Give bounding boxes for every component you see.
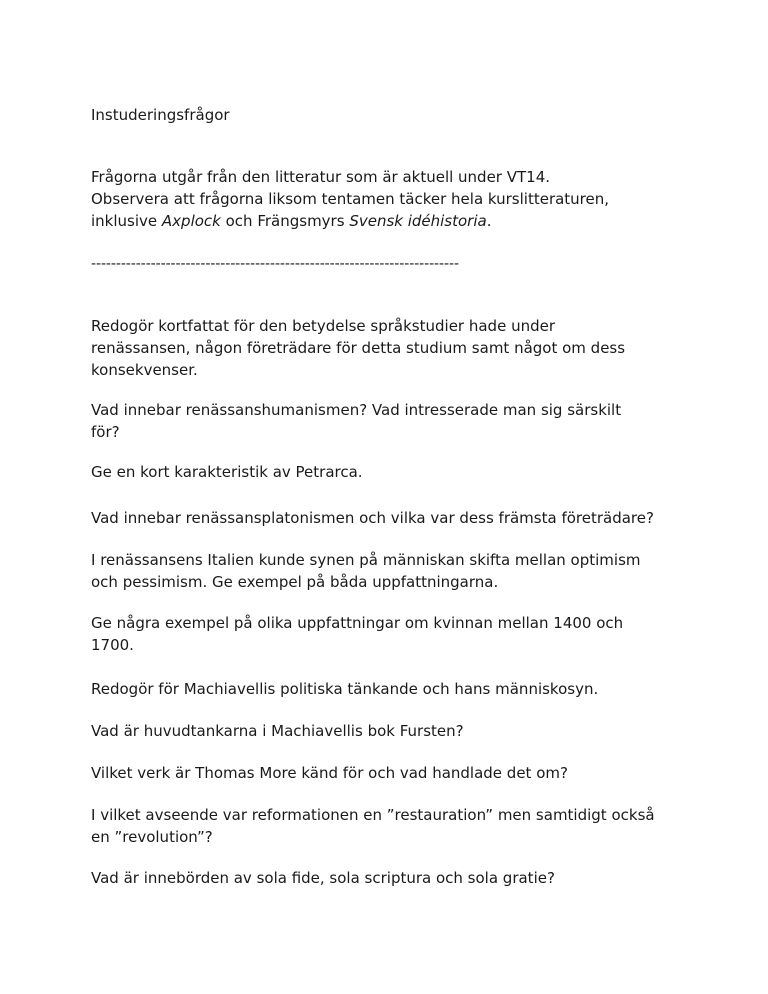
question-item [91,315,691,381]
question-line: I renässansens Italien kunde synen på människan skifta mellan optimism [91,551,641,569]
question-line: Vad innebar renässanshumanismen? Vad intresserade man sig särskilt [91,401,622,419]
document-title: Instuderingsfrågor [91,106,230,124]
separator-line: -------------------------------------------------------------------------- [91,256,459,272]
question-line: Vad innebar renässansplatonismen och vilka var dess främsta företrädare? [91,509,654,527]
question-item [91,720,691,742]
question-line: för? [91,423,120,441]
question-line: renässansen, någon företrädare för detta studium samt något om dess [91,339,626,357]
question-line: Ge några exempel på olika uppfattningar om kvinnan mellan 1400 och [91,614,624,632]
question-item [91,461,691,483]
question-line: Vilket verk är Thomas More känd för och vad handlade det om? [91,764,568,782]
intro-mid: och Frängsmyrs [220,212,350,230]
question-item [91,507,691,529]
question-item [91,678,691,700]
question-line: och pessimism. Ge exempel på båda uppfattningarna. [91,573,499,591]
question-line: Redogör för Machiavellis politiska tänkande och hans människosyn. [91,680,599,698]
intro-line-3 [91,210,492,232]
question-item [91,612,691,656]
question-line: Ge en kort karakteristik av Petrarca. [91,463,363,481]
book-title-svensk-idehistoria: Svensk idéhistoria [349,212,487,230]
intro-suffix: . [486,212,492,230]
intro-prefix: inklusive [91,212,162,230]
question-line: en ”revolution”? [91,828,213,846]
question-line: Vad är huvudtankarna i Machiavellis bok Fursten? [91,722,464,740]
question-item [91,762,691,784]
question-line: Redogör kortfattat för den betydelse språkstudier hade under [91,317,556,335]
question-line: 1700. [91,636,134,654]
question-item [91,867,691,889]
question-line: konsekvenser. [91,361,198,379]
intro-line-2: Observera att frågorna liksom tentamen täcker hela kurslitteraturen, [91,190,610,208]
book-title-axplock: Axplock [161,212,221,230]
question-line: Vad är innebörden av sola fide, sola scriptura och sola gratie? [91,869,555,887]
question-item [91,399,691,443]
question-item [91,804,691,848]
question-item [91,549,691,593]
intro-line-1: Frågorna utgår från den litteratur som är aktuell under VT14. [91,168,551,186]
question-line: I vilket avseende var reformationen en ”restauration” men samtidigt också [91,806,655,824]
